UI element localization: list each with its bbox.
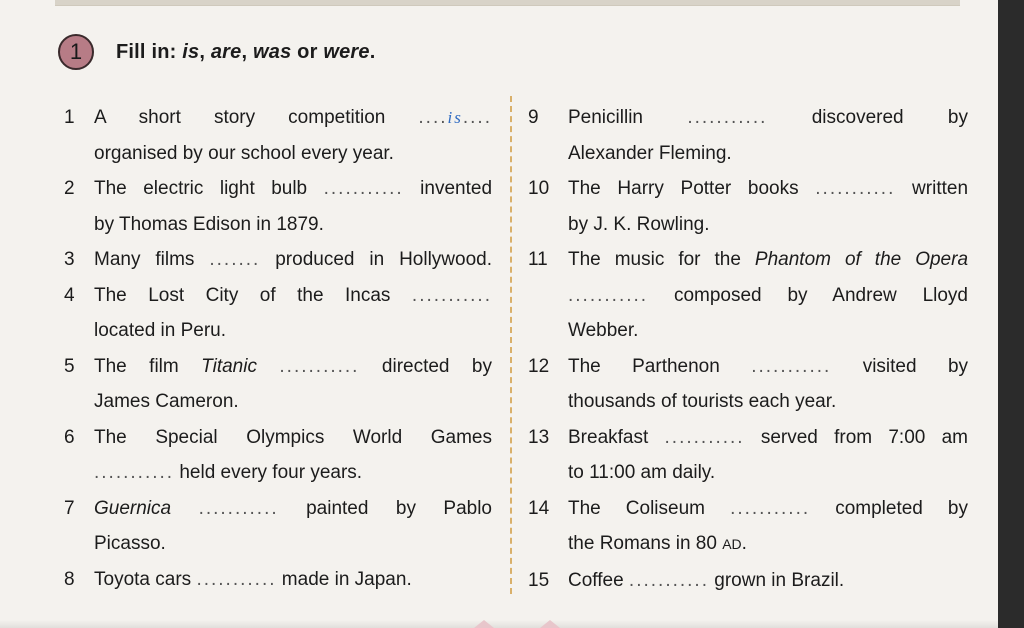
item-text: The Parthenon [568,355,720,377]
answer-blank[interactable]: ........... [323,178,404,199]
item-text: Many films [94,249,195,270]
bottom-shadow [0,620,998,628]
option-are: are [210,40,242,63]
left-column [64,100,492,597]
item-line [94,491,492,527]
item-text: The Special Olympics World Games [94,426,492,448]
item-text: painted by Pablo [306,497,492,519]
exercise-item-8 [64,562,492,598]
item-number: 11 [528,249,548,270]
separator: , [199,40,211,63]
item-number: 13 [528,426,550,448]
exercise-item-9 [528,100,968,171]
item-text: produced in Hollywood. [275,249,493,270]
item-text: Picasso. [94,533,166,554]
item-line [568,171,968,207]
page-nav-left-icon[interactable] [474,620,494,628]
answer-blank[interactable]: ....... [209,249,261,270]
answer-blank[interactable]: ....is.... [418,107,492,128]
exercise-item-10 [528,171,968,242]
era-abbreviation: AD [722,536,742,552]
right-column [528,100,968,598]
item-number: 3 [64,249,75,270]
item-text: The music for the [568,249,741,270]
item-number: 15 [528,569,550,591]
instruction-prefix: Fill in: [116,40,183,63]
item-text: by J. K. Rowling. [568,213,710,235]
item-text: made in Japan. [281,568,412,590]
item-text: Penicillin [568,107,643,128]
item-line [94,278,492,314]
item-text: discovered by [811,107,968,128]
item-line [94,455,492,491]
handwritten-answer: is [447,108,463,127]
answer-blank[interactable]: ........... [751,355,832,377]
item-title: Titanic [201,355,257,377]
item-number: 9 [528,107,539,128]
item-line [568,349,968,385]
item-text: composed by Andrew Lloyd [673,284,968,306]
item-text: The electric light bulb [94,178,308,199]
item-text: by Thomas Edison in 1879. [94,213,324,235]
item-text: served from 7:00 am [760,426,968,448]
item-text: Toyota cars [94,568,192,590]
item-number: 2 [64,178,75,199]
item-text: grown in Brazil. [714,569,845,591]
item-number: 5 [64,355,75,377]
item-number: 8 [64,568,75,590]
answer-blank[interactable]: ........... [411,284,492,306]
item-line [568,491,968,527]
answer-blank[interactable]: ........... [628,569,709,591]
separator: or [291,40,324,63]
item-number: 1 [64,107,75,128]
answer-blank[interactable]: ........... [94,462,175,483]
option-was: was [253,40,292,63]
separator: , [241,40,253,63]
answer-blank[interactable]: ........... [730,497,811,519]
item-line [568,242,968,278]
item-text: . [741,533,747,554]
item-title: Guernica [94,497,172,519]
item-line [568,100,968,136]
item-text: visited by [862,355,969,377]
exercise-item-14 [528,491,968,563]
answer-blank[interactable]: ........... [664,426,745,448]
item-line [568,526,968,563]
item-text: Coffee [568,569,624,591]
answer-blank[interactable]: ........... [279,355,360,377]
item-text: organised by our school every year. [94,142,394,164]
item-line [94,171,492,207]
item-line [94,242,492,278]
answer-blank[interactable]: ........... [687,107,768,128]
item-number: 14 [528,497,550,519]
exercise-item-11 [528,242,968,349]
top-rule [55,0,960,6]
exercise-item-13 [528,420,968,491]
item-text: located in Peru. [94,320,227,341]
exercise-item-7 [64,491,492,562]
exercise-instruction [116,41,375,64]
item-text: thousands of tourists each year. [568,391,837,412]
exercise-item-5 [64,349,492,420]
answer-blank[interactable]: ........... [198,497,279,519]
item-number: 6 [64,426,75,448]
item-text: invented [420,178,493,199]
exercise-item-4 [64,278,492,349]
item-text: The Lost City of the Incas [94,284,391,306]
item-text: the Romans in 80 [568,533,717,554]
item-text: The Harry Potter books [568,178,799,199]
item-text: written [912,178,969,199]
option-were: were [323,40,370,63]
answer-blank[interactable]: ........... [815,178,896,199]
item-text: completed by [835,497,968,519]
option-is: is [182,40,200,63]
column-divider [510,96,512,594]
item-text: directed by [381,355,492,377]
item-text: James Cameron. [94,391,239,412]
item-text: Webber. [568,320,639,341]
item-text: to 11:00 am daily. [568,462,716,483]
exercise-header [58,34,375,70]
answer-blank[interactable]: ........... [196,568,277,590]
item-line [568,420,968,456]
item-text: held every four years. [179,462,363,483]
item-number: 10 [528,178,550,199]
item-text: Breakfast [568,426,649,448]
item-text: A short story competition [94,107,386,128]
item-text: The Coliseum [568,497,705,519]
item-line [94,562,492,598]
page-nav-right-icon[interactable] [540,620,560,628]
item-line [568,278,968,314]
exercise-item-1 [64,100,492,171]
item-line [94,349,492,385]
item-line [94,100,492,136]
item-number: 7 [64,497,75,519]
exercise-item-15 [528,563,968,599]
item-line [568,563,968,599]
exercise-item-12 [528,349,968,420]
item-title: Phantom of the Opera [754,249,969,270]
exercise-item-2 [64,171,492,242]
item-text: Alexander Fleming. [568,142,732,164]
answer-blank[interactable]: ........... [568,284,649,306]
page-edge-shadow [998,0,1024,628]
exercise-item-3 [64,242,492,278]
exercise-item-6 [64,420,492,491]
instruction-end: . [369,40,376,63]
item-text: The film [94,355,179,377]
exercise-number-badge: 1 [58,34,94,70]
item-number: 12 [528,355,550,377]
item-number: 4 [64,284,75,306]
